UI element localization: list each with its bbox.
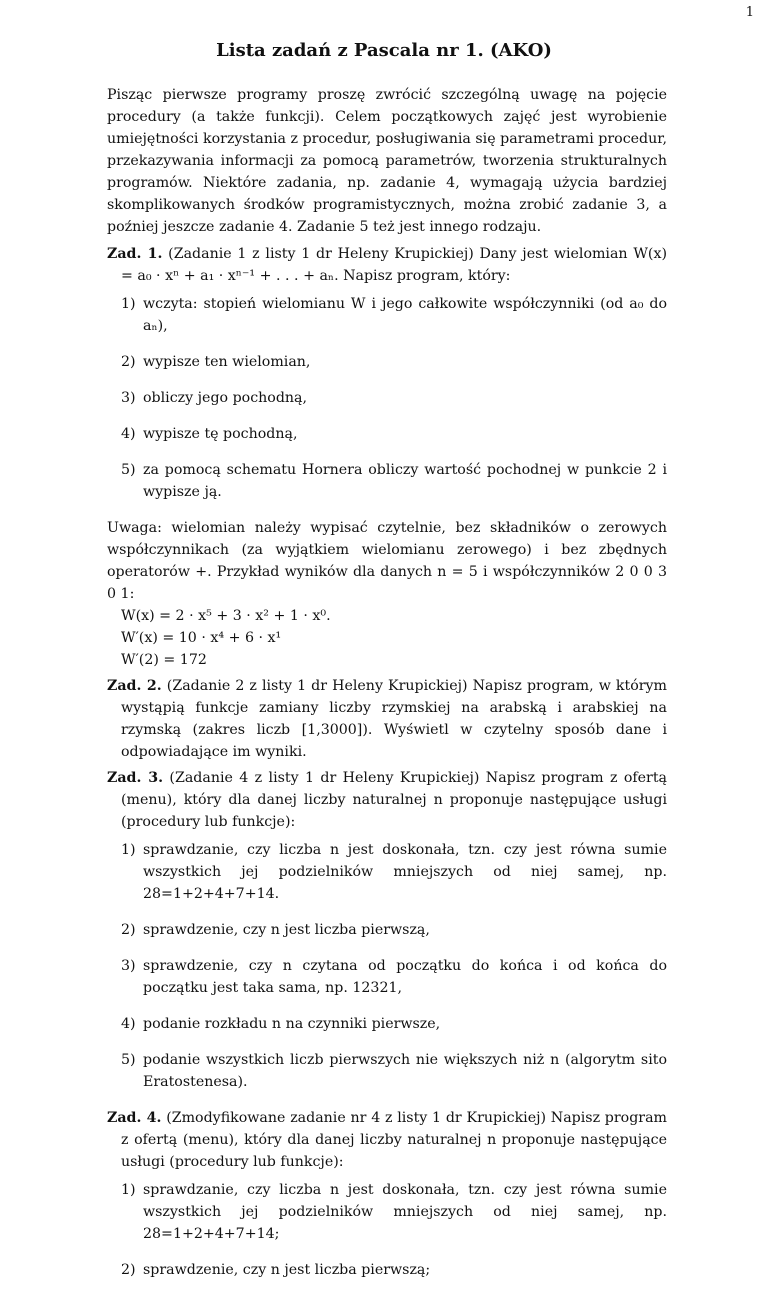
example-line: W′(x) = 10 · x⁴ + 6 · x¹ <box>121 630 282 646</box>
item-text: wypisze ten wielomian, <box>143 354 311 370</box>
item-number: 1) <box>121 1182 136 1198</box>
item-number: 1) <box>121 296 136 312</box>
task-3 <box>107 767 667 1093</box>
task-4 <box>107 1107 667 1281</box>
item-number: 3) <box>121 958 136 974</box>
item-number: 1) <box>121 842 136 858</box>
item-number: 5) <box>121 1052 136 1068</box>
item-text: podanie rozkładu n na czynniki pierwsze, <box>143 1016 441 1032</box>
example-line: W(x) = 2 · x⁵ + 3 · x² + 1 · x⁰. <box>121 608 331 624</box>
page-title: Lista zadań z Pascala nr 1. (AKO) <box>216 40 552 61</box>
item-number: 2) <box>121 1262 136 1278</box>
item-text: sprawdzanie, czy liczba n jest doskonała, tzn. czy jest równa sumie wszystkich jej podzielników mniejszych od niej samej, np. 28=1+2+4+7+14. <box>143 842 667 902</box>
task-4-label: Zad. 4. <box>107 1110 162 1126</box>
item-text: obliczy jego pochodną, <box>143 390 308 406</box>
task-4-list <box>107 1179 667 1281</box>
list-item <box>121 459 667 503</box>
list-item <box>121 919 667 941</box>
task-2 <box>107 675 667 763</box>
task-4-statement <box>107 1107 667 1173</box>
item-text: za pomocą schematu Hornera obliczy wartość pochodnej w punkcie 2 i wypisze ją. <box>143 462 667 500</box>
task-3-text: (Zadanie 4 z listy 1 dr Heleny Krupickiej) Napisz program z ofertą (menu), który dla danej liczby naturalnej n proponuje następujące usługi (procedury lub funkcje): <box>121 770 667 830</box>
task-4-text: (Zmodyfikowane zadanie nr 4 z listy 1 dr Krupickiej) Napisz program z ofertą (menu), który dla danej liczby naturalnej n proponuje następujące usługi (procedury lub funkcje): <box>121 1110 667 1170</box>
item-text: wypisze tę pochodną, <box>143 426 298 442</box>
task-1-text: (Zadanie 1 z listy 1 dr Heleny Krupickiej) Dany jest wielomian W(x) = a₀ · xⁿ + a₁ · xⁿ⁻¹ + . . . + aₙ. Napisz program, który: <box>121 246 667 284</box>
list-item <box>121 1179 667 1245</box>
task-3-label: Zad. 3. <box>107 770 164 786</box>
item-number: 4) <box>121 426 136 442</box>
page-number: 1 <box>745 5 754 20</box>
document-body <box>107 84 667 1295</box>
item-number: 5) <box>121 462 136 478</box>
list-item <box>121 387 667 409</box>
item-text: sprawdzenie, czy n czytana od początku do końca i od końca do początku jest taka sama, np. 12321, <box>143 958 667 996</box>
intro-paragraph: Pisząc pierwsze programy proszę zwrócić szczególną uwagę na pojęcie procedury (a także funkcji). Celem początkowych zajęć jest wyrobienie umiejętności korzystania z procedur, posługiwania się parametrami procedur, przekazywania informacji za pomocą parametrów, tworzenia strukturalnych programów. Niektóre zadania, np. zadanie 4, wymagają użycia bardziej skomplikowanych środków programistycznych, można zrobić zadanie 3, a poźniej jeszcze zadanie 4. Zadanie 5 też jest innego rodzaju. <box>107 87 667 235</box>
list-item <box>121 955 667 999</box>
task-1-list <box>107 293 667 503</box>
item-number: 3) <box>121 390 136 406</box>
list-item <box>121 1013 667 1035</box>
item-number: 2) <box>121 354 136 370</box>
list-item <box>121 1049 667 1093</box>
list-item <box>121 1259 667 1281</box>
list-item <box>121 423 667 445</box>
list-item <box>121 839 667 905</box>
task-1-label: Zad. 1. <box>107 246 163 262</box>
item-number: 2) <box>121 922 136 938</box>
item-number: 4) <box>121 1016 136 1032</box>
task-1-statement <box>107 243 667 287</box>
item-text: sprawdzenie, czy n jest liczba pierwszą; <box>143 1262 431 1278</box>
task-1 <box>107 243 667 671</box>
example-line: W′(2) = 172 <box>121 652 207 668</box>
task-3-statement <box>107 767 667 833</box>
list-item <box>121 351 667 373</box>
item-text: wczyta: stopień wielomianu W i jego całkowite współczynniki (od a₀ do aₙ), <box>143 296 667 334</box>
task-2-text: (Zadanie 2 z listy 1 dr Heleny Krupickiej) Napisz program, w którym wystąpią funkcje zamiany liczby rzymskiej na arabską i arabskiej na rzymską (zakres liczb [1,3000]). Wyświetl w czytelny sposób dane i odpowiadające im wyniki. <box>121 678 667 760</box>
item-text: podanie wszystkich liczb pierwszych nie większych niż n (algorytm sito Eratostenesa). <box>143 1052 667 1090</box>
task-2-statement <box>107 675 667 763</box>
item-text: sprawdzenie, czy n jest liczba pierwszą, <box>143 922 430 938</box>
task-3-list <box>107 839 667 1093</box>
list-item <box>121 293 667 337</box>
item-text: sprawdzanie, czy liczba n jest doskonała, tzn. czy jest równa sumie wszystkich jej podzielników mniejszych od niej samej, np. 28=1+2+4+7+14; <box>143 1182 667 1242</box>
task-1-note: Uwaga: wielomian należy wypisać czytelnie, bez składników o zerowych współczynnikach (za wyjątkiem wielomianu zerowego) i bez zbędnych operatorów +. Przykład wyników dla danych n = 5 i współczynników 2 0 0 3 0 1: <box>107 520 667 602</box>
task-2-label: Zad. 2. <box>107 678 162 694</box>
